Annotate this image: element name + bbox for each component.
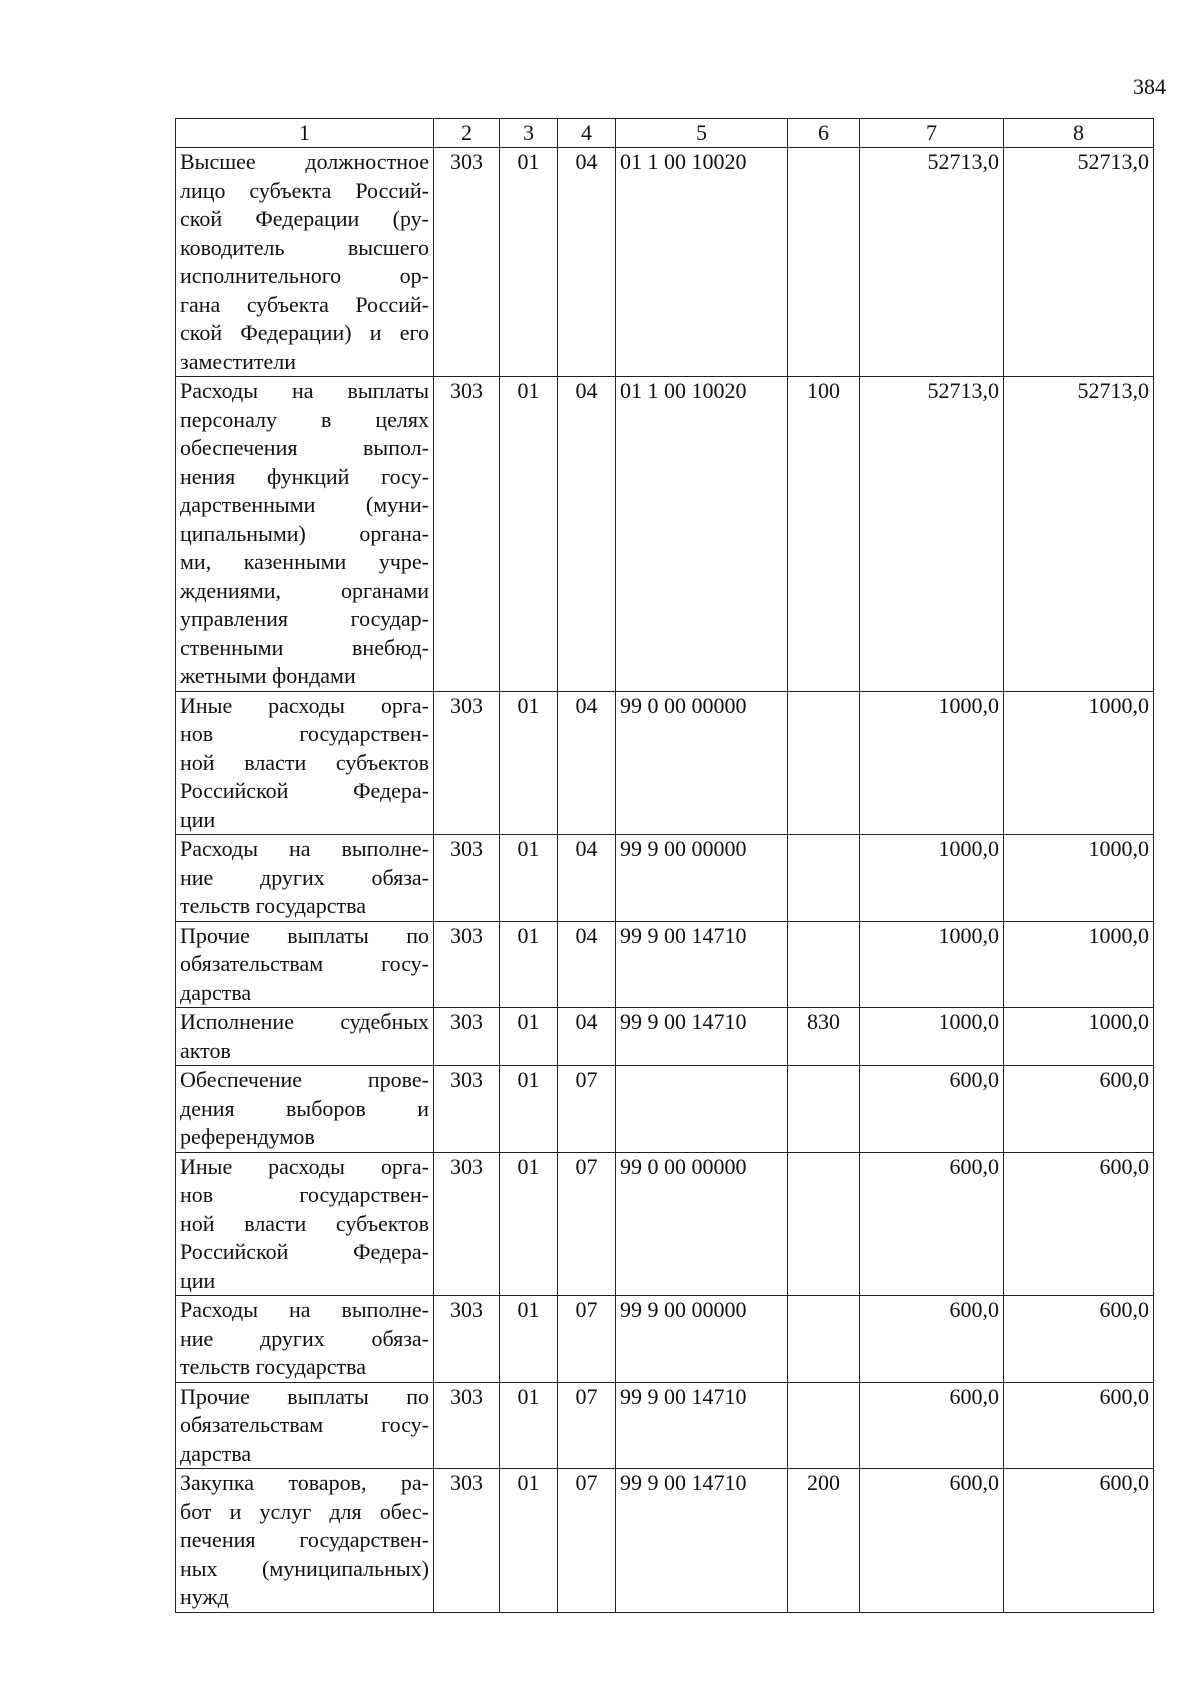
expense-name-cell	[176, 1382, 434, 1469]
expense-name-line: Расходы на выплаты	[180, 378, 429, 403]
expense-name-cell	[176, 835, 434, 922]
expense-name-line: бот и услуг для обес-	[180, 1498, 429, 1524]
section-code-cell: 01	[500, 148, 558, 377]
header-cell: 2	[434, 119, 500, 148]
expense-type-cell	[788, 835, 860, 922]
expense-type-cell	[788, 1296, 860, 1383]
page-number: 384	[1133, 74, 1166, 99]
subsection-code-cell: 07	[558, 1382, 616, 1469]
target-article-cell: 99 9 00 00000	[616, 1296, 788, 1383]
amount-col8-cell: 600,0	[1004, 1152, 1154, 1296]
expense-name-line: ции	[180, 1267, 216, 1293]
expense-name-line: ной власти субъектов	[180, 749, 429, 775]
target-article-cell: 01 1 00 10020	[616, 377, 788, 692]
subsection-code-cell: 07	[558, 1296, 616, 1383]
expense-name-line: управления государ-	[180, 606, 429, 631]
expense-type-cell	[788, 1382, 860, 1469]
expense-name-line: ской Федерации) и его	[180, 320, 429, 345]
budget-table	[175, 118, 1154, 1613]
amount-col8-cell: 1000,0	[1004, 1008, 1154, 1066]
expense-name-line: ственными внебюд-	[180, 634, 429, 660]
expense-name-cell	[176, 1296, 434, 1383]
expense-name-line: дарственными (муни-	[180, 492, 429, 517]
expense-name-line: актов	[180, 1037, 231, 1063]
subsection-code-cell: 04	[558, 148, 616, 377]
expense-name-line: персоналу в целях	[180, 406, 429, 432]
expense-name-line: гана субъекта Россий-	[180, 291, 429, 317]
expense-name-cell	[176, 1066, 434, 1153]
expense-name-cell	[176, 691, 434, 835]
amount-col8-cell: 600,0	[1004, 1296, 1154, 1383]
target-article-cell: 99 9 00 14710	[616, 921, 788, 1008]
expense-name-line: печения государствен-	[180, 1527, 429, 1552]
expense-name-line: лицо субъекта Россий-	[180, 177, 429, 203]
budget-code-cell: 303	[434, 1469, 500, 1613]
table-row	[176, 1008, 1154, 1066]
budget-code-cell: 303	[434, 377, 500, 692]
expense-name-line: нов государствен-	[180, 1182, 429, 1207]
header-cell: 4	[558, 119, 616, 148]
expense-name-line: ной власти субъектов	[180, 1210, 429, 1236]
section-code-cell: 01	[500, 691, 558, 835]
expense-name-cell	[176, 1152, 434, 1296]
expense-name-line: заместители	[180, 348, 296, 374]
table-row	[176, 921, 1154, 1008]
target-article-cell: 99 9 00 00000	[616, 835, 788, 922]
section-code-cell: 01	[500, 921, 558, 1008]
section-code-cell: 01	[500, 1382, 558, 1469]
expense-name-line: ние других обяза-	[180, 864, 429, 890]
expense-name-line: обязательствам госу-	[180, 1412, 429, 1437]
expense-name-line: ние других обяза-	[180, 1325, 429, 1351]
expense-type-cell	[788, 148, 860, 377]
table-row	[176, 1469, 1154, 1613]
amount-col8-cell: 600,0	[1004, 1382, 1154, 1469]
expense-name-line: Российской Федера-	[180, 1239, 429, 1264]
expense-name-line: Прочие выплаты по	[180, 922, 429, 948]
subsection-code-cell: 04	[558, 377, 616, 692]
table-row	[176, 1066, 1154, 1153]
table-row	[176, 691, 1154, 835]
expense-type-cell	[788, 1152, 860, 1296]
header-cell: 1	[176, 119, 434, 148]
amount-col7-cell: 1000,0	[860, 921, 1004, 1008]
expense-type-cell: 830	[788, 1008, 860, 1066]
expense-name-cell	[176, 148, 434, 377]
section-code-cell: 01	[500, 1469, 558, 1613]
amount-col7-cell: 600,0	[860, 1152, 1004, 1296]
expense-name-line: Расходы на выполне-	[180, 1297, 429, 1322]
subsection-code-cell: 07	[558, 1152, 616, 1296]
expense-name-line: ководитель высшего	[180, 234, 429, 260]
amount-col7-cell: 600,0	[860, 1066, 1004, 1153]
expense-type-cell	[788, 921, 860, 1008]
expense-name-line: исполнительного ор-	[180, 263, 429, 288]
table-row	[176, 148, 1154, 377]
table-row	[176, 1296, 1154, 1383]
table-row	[176, 1152, 1154, 1296]
header-cell: 8	[1004, 119, 1154, 148]
section-code-cell: 01	[500, 1066, 558, 1153]
budget-code-cell: 303	[434, 1382, 500, 1469]
target-article-cell: 99 0 00 00000	[616, 691, 788, 835]
budget-code-cell: 303	[434, 1296, 500, 1383]
expense-name-line: нужд	[180, 1584, 229, 1609]
budget-code-cell: 303	[434, 921, 500, 1008]
expense-name-line: тельств государства	[180, 1354, 366, 1379]
expense-name-line: референдумов	[180, 1124, 315, 1149]
section-code-cell: 01	[500, 1008, 558, 1066]
table-row	[176, 1382, 1154, 1469]
expense-name-line: ных (муниципальных)	[180, 1555, 429, 1581]
expense-name-line: ской Федерации (ру-	[180, 206, 429, 231]
amount-col8-cell: 1000,0	[1004, 835, 1154, 922]
target-article-cell: 99 0 00 00000	[616, 1152, 788, 1296]
table-row	[176, 835, 1154, 922]
expense-name-line: ципальными) органа-	[180, 520, 429, 546]
expense-name-line: Исполнение судебных	[180, 1009, 429, 1034]
budget-code-cell: 303	[434, 835, 500, 922]
expense-name-line: дения выборов и	[180, 1095, 429, 1121]
target-article-cell: 01 1 00 10020	[616, 148, 788, 377]
expense-name-cell	[176, 1469, 434, 1613]
budget-code-cell: 303	[434, 1152, 500, 1296]
expense-name-line: Прочие выплаты по	[180, 1383, 429, 1409]
expense-name-line: Расходы на выполне-	[180, 836, 429, 861]
header-cell: 7	[860, 119, 1004, 148]
expense-name-line: Закупка товаров, ра-	[180, 1470, 429, 1495]
expense-name-line: нения функций госу-	[180, 463, 429, 489]
section-code-cell: 01	[500, 1152, 558, 1296]
expense-name-line: Иные расходы орга-	[180, 1153, 429, 1179]
amount-col8-cell: 600,0	[1004, 1066, 1154, 1153]
target-article-cell	[616, 1066, 788, 1153]
expense-name-line: Высшее должностное	[180, 149, 429, 174]
amount-col8-cell: 1000,0	[1004, 691, 1154, 835]
table-row	[176, 377, 1154, 692]
expense-name-line: ции	[180, 806, 216, 832]
amount-col8-cell: 52713,0	[1004, 148, 1154, 377]
expense-name-line: ждениями, органами	[180, 577, 429, 603]
target-article-cell: 99 9 00 14710	[616, 1008, 788, 1066]
amount-col8-cell: 52713,0	[1004, 377, 1154, 692]
expense-name-line: Российской Федера-	[180, 778, 429, 803]
section-code-cell: 01	[500, 377, 558, 692]
expense-name-line: жетными фондами	[180, 663, 356, 688]
expense-name-line: тельств государства	[180, 893, 366, 918]
expense-name-line: Иные расходы орга-	[180, 692, 429, 718]
target-article-cell: 99 9 00 14710	[616, 1382, 788, 1469]
amount-col7-cell: 52713,0	[860, 148, 1004, 377]
subsection-code-cell: 04	[558, 921, 616, 1008]
expense-name-line: обеспечения выпол-	[180, 435, 429, 460]
amount-col7-cell: 52713,0	[860, 377, 1004, 692]
expense-name-line: дарства	[180, 1440, 252, 1466]
table-body	[176, 119, 1154, 1613]
header-cell: 3	[500, 119, 558, 148]
section-code-cell: 01	[500, 835, 558, 922]
section-code-cell: 01	[500, 1296, 558, 1383]
amount-col8-cell: 1000,0	[1004, 921, 1154, 1008]
budget-code-cell: 303	[434, 1008, 500, 1066]
subsection-code-cell: 07	[558, 1066, 616, 1153]
expense-name-line: ми, казенными учре-	[180, 549, 429, 574]
header-cell: 6	[788, 119, 860, 148]
expense-name-line: нов государствен-	[180, 721, 429, 746]
expense-name-cell	[176, 377, 434, 692]
budget-code-cell: 303	[434, 1066, 500, 1153]
amount-col7-cell: 600,0	[860, 1469, 1004, 1613]
expense-name-cell	[176, 1008, 434, 1066]
amount-col7-cell: 1000,0	[860, 1008, 1004, 1066]
subsection-code-cell: 04	[558, 835, 616, 922]
expense-name-cell	[176, 921, 434, 1008]
amount-col7-cell: 1000,0	[860, 691, 1004, 835]
expense-type-cell	[788, 1066, 860, 1153]
subsection-code-cell: 07	[558, 1469, 616, 1613]
budget-code-cell: 303	[434, 148, 500, 377]
amount-col8-cell: 600,0	[1004, 1469, 1154, 1613]
amount-col7-cell: 1000,0	[860, 835, 1004, 922]
amount-col7-cell: 600,0	[860, 1382, 1004, 1469]
target-article-cell: 99 9 00 14710	[616, 1469, 788, 1613]
expense-name-line: обязательствам госу-	[180, 951, 429, 976]
expense-name-line: Обеспечение прове-	[180, 1067, 429, 1092]
budget-code-cell: 303	[434, 691, 500, 835]
subsection-code-cell: 04	[558, 691, 616, 835]
table-header-row	[176, 119, 1154, 148]
expense-type-cell: 100	[788, 377, 860, 692]
expense-type-cell	[788, 691, 860, 835]
subsection-code-cell: 04	[558, 1008, 616, 1066]
header-cell: 5	[616, 119, 788, 148]
expense-type-cell: 200	[788, 1469, 860, 1613]
amount-col7-cell: 600,0	[860, 1296, 1004, 1383]
expense-name-line: дарства	[180, 979, 252, 1005]
